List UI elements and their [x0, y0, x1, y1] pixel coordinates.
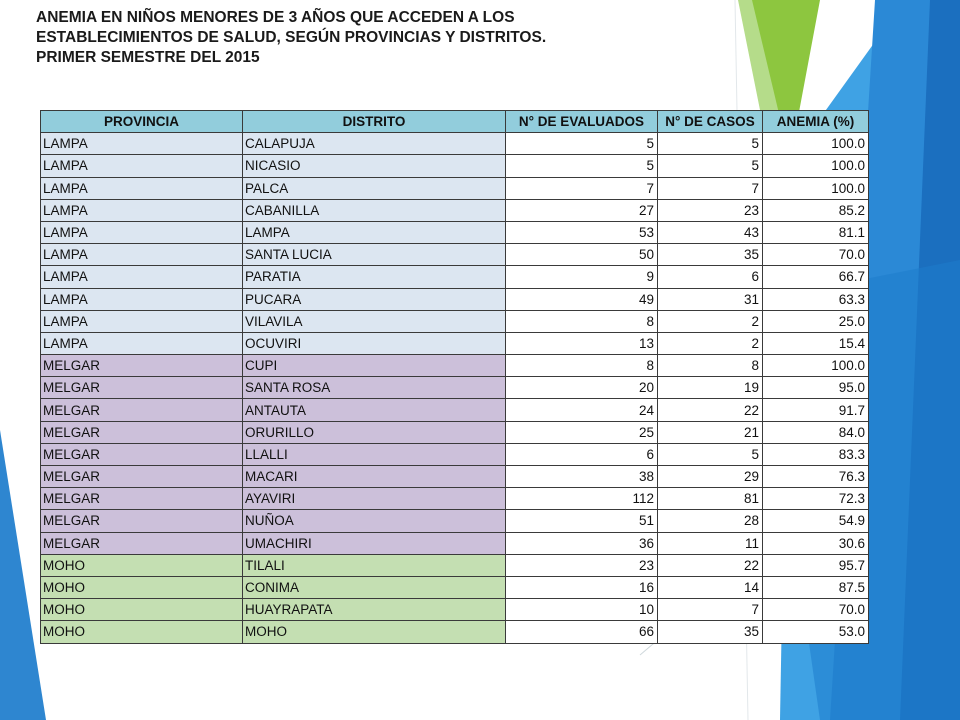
table-row	[41, 599, 869, 621]
distrito-cell: AYAVIRI	[243, 488, 506, 510]
evaluados-cell: 13	[506, 332, 658, 354]
casos-cell: 35	[658, 244, 763, 266]
evaluados-cell: 24	[506, 399, 658, 421]
evaluados-cell: 25	[506, 421, 658, 443]
evaluados-cell: 66	[506, 621, 658, 643]
table-row	[41, 310, 869, 332]
provincia-cell: MELGAR	[41, 355, 243, 377]
casos-cell: 81	[658, 488, 763, 510]
anemia-cell: 100.0	[763, 355, 869, 377]
provincia-cell: MELGAR	[41, 421, 243, 443]
anemia-cell: 54.9	[763, 510, 869, 532]
table-row	[41, 443, 869, 465]
evaluados-cell: 27	[506, 199, 658, 221]
evaluados-cell: 5	[506, 133, 658, 155]
table-row	[41, 155, 869, 177]
header-provincia: PROVINCIA	[41, 111, 243, 133]
header-evaluados: N° DE EVALUADOS	[506, 111, 658, 133]
evaluados-cell: 23	[506, 554, 658, 576]
distrito-cell: SANTA LUCIA	[243, 244, 506, 266]
distrito-cell: UMACHIRI	[243, 532, 506, 554]
anemia-cell: 63.3	[763, 288, 869, 310]
anemia-cell: 100.0	[763, 133, 869, 155]
evaluados-cell: 7	[506, 177, 658, 199]
anemia-cell: 95.7	[763, 554, 869, 576]
distrito-cell: NUÑOA	[243, 510, 506, 532]
provincia-cell: LAMPA	[41, 266, 243, 288]
table-body	[41, 133, 869, 643]
distrito-cell: PUCARA	[243, 288, 506, 310]
anemia-cell: 84.0	[763, 421, 869, 443]
evaluados-cell: 53	[506, 221, 658, 243]
provincia-cell: LAMPA	[41, 310, 243, 332]
evaluados-cell: 51	[506, 510, 658, 532]
evaluados-cell: 38	[506, 466, 658, 488]
anemia-cell: 83.3	[763, 443, 869, 465]
casos-cell: 22	[658, 399, 763, 421]
casos-cell: 5	[658, 155, 763, 177]
casos-cell: 23	[658, 199, 763, 221]
anemia-cell: 76.3	[763, 466, 869, 488]
provincia-cell: MELGAR	[41, 377, 243, 399]
anemia-cell: 95.0	[763, 377, 869, 399]
distrito-cell: CABANILLA	[243, 199, 506, 221]
evaluados-cell: 10	[506, 599, 658, 621]
table-row	[41, 576, 869, 598]
provincia-cell: LAMPA	[41, 133, 243, 155]
provincia-cell: LAMPA	[41, 199, 243, 221]
provincia-cell: MELGAR	[41, 399, 243, 421]
provincia-cell: MELGAR	[41, 443, 243, 465]
evaluados-cell: 20	[506, 377, 658, 399]
anemia-cell: 25.0	[763, 310, 869, 332]
evaluados-cell: 112	[506, 488, 658, 510]
anemia-cell: 70.0	[763, 599, 869, 621]
table-row	[41, 332, 869, 354]
anemia-cell: 85.2	[763, 199, 869, 221]
distrito-cell: OCUVIRI	[243, 332, 506, 354]
casos-cell: 11	[658, 532, 763, 554]
anemia-cell: 91.7	[763, 399, 869, 421]
distrito-cell: CONIMA	[243, 576, 506, 598]
table-row	[41, 421, 869, 443]
distrito-cell: CALAPUJA	[243, 133, 506, 155]
provincia-cell: MOHO	[41, 576, 243, 598]
distrito-cell: MACARI	[243, 466, 506, 488]
table-row	[41, 355, 869, 377]
distrito-cell: MOHO	[243, 621, 506, 643]
casos-cell: 28	[658, 510, 763, 532]
evaluados-cell: 5	[506, 155, 658, 177]
casos-cell: 7	[658, 599, 763, 621]
evaluados-cell: 8	[506, 310, 658, 332]
anemia-cell: 72.3	[763, 488, 869, 510]
evaluados-cell: 50	[506, 244, 658, 266]
anemia-data-table	[40, 110, 869, 644]
evaluados-cell: 36	[506, 532, 658, 554]
distrito-cell: VILAVILA	[243, 310, 506, 332]
casos-cell: 5	[658, 443, 763, 465]
provincia-cell: LAMPA	[41, 177, 243, 199]
provincia-cell: LAMPA	[41, 155, 243, 177]
table-row	[41, 554, 869, 576]
casos-cell: 43	[658, 221, 763, 243]
provincia-cell: MOHO	[41, 599, 243, 621]
distrito-cell: ORURILLO	[243, 421, 506, 443]
table-row	[41, 288, 869, 310]
casos-cell: 14	[658, 576, 763, 598]
casos-cell: 29	[658, 466, 763, 488]
anemia-cell: 30.6	[763, 532, 869, 554]
table-row	[41, 221, 869, 243]
casos-cell: 31	[658, 288, 763, 310]
table-row	[41, 621, 869, 643]
casos-cell: 19	[658, 377, 763, 399]
table-row	[41, 377, 869, 399]
casos-cell: 22	[658, 554, 763, 576]
anemia-cell: 100.0	[763, 155, 869, 177]
table-row	[41, 510, 869, 532]
distrito-cell: CUPI	[243, 355, 506, 377]
evaluados-cell: 49	[506, 288, 658, 310]
casos-cell: 5	[658, 133, 763, 155]
casos-cell: 6	[658, 266, 763, 288]
casos-cell: 2	[658, 310, 763, 332]
table-header-row	[41, 111, 869, 133]
anemia-cell: 100.0	[763, 177, 869, 199]
anemia-cell: 15.4	[763, 332, 869, 354]
slide-title	[36, 8, 716, 68]
title-line-1: ANEMIA EN NIÑOS MENORES DE 3 AÑOS QUE ACCEDEN A LOS	[36, 9, 515, 26]
provincia-cell: MELGAR	[41, 488, 243, 510]
distrito-cell: ANTAUTA	[243, 399, 506, 421]
distrito-cell: LAMPA	[243, 221, 506, 243]
provincia-cell: LAMPA	[41, 332, 243, 354]
casos-cell: 8	[658, 355, 763, 377]
provincia-cell: MELGAR	[41, 466, 243, 488]
provincia-cell: LAMPA	[41, 288, 243, 310]
anemia-cell: 87.5	[763, 576, 869, 598]
table-row	[41, 399, 869, 421]
header-anemia: ANEMIA (%)	[763, 111, 869, 133]
distrito-cell: LLALLI	[243, 443, 506, 465]
provincia-cell: MOHO	[41, 621, 243, 643]
evaluados-cell: 16	[506, 576, 658, 598]
anemia-cell: 81.1	[763, 221, 869, 243]
distrito-cell: PALCA	[243, 177, 506, 199]
table-row	[41, 199, 869, 221]
header-distrito: DISTRITO	[243, 111, 506, 133]
casos-cell: 35	[658, 621, 763, 643]
anemia-cell: 53.0	[763, 621, 869, 643]
provincia-cell: MOHO	[41, 554, 243, 576]
distrito-cell: TILALI	[243, 554, 506, 576]
title-line-2: ESTABLECIMIENTOS DE SALUD, SEGÚN PROVINCIAS Y DISTRITOS.	[36, 29, 547, 46]
table-row	[41, 177, 869, 199]
anemia-cell: 70.0	[763, 244, 869, 266]
casos-cell: 2	[658, 332, 763, 354]
provincia-cell: MELGAR	[41, 532, 243, 554]
distrito-cell: PARATIA	[243, 266, 506, 288]
casos-cell: 7	[658, 177, 763, 199]
table-row	[41, 488, 869, 510]
title-line-3: PRIMER SEMESTRE DEL 2015	[36, 49, 260, 66]
casos-cell: 21	[658, 421, 763, 443]
evaluados-cell: 6	[506, 443, 658, 465]
anemia-cell: 66.7	[763, 266, 869, 288]
header-casos: N° DE CASOS	[658, 111, 763, 133]
distrito-cell: SANTA ROSA	[243, 377, 506, 399]
provincia-cell: LAMPA	[41, 221, 243, 243]
distrito-cell: HUAYRAPATA	[243, 599, 506, 621]
evaluados-cell: 8	[506, 355, 658, 377]
table-row	[41, 244, 869, 266]
provincia-cell: LAMPA	[41, 244, 243, 266]
table-row	[41, 133, 869, 155]
table-row	[41, 466, 869, 488]
provincia-cell: MELGAR	[41, 510, 243, 532]
evaluados-cell: 9	[506, 266, 658, 288]
table-row	[41, 532, 869, 554]
distrito-cell: NICASIO	[243, 155, 506, 177]
table-row	[41, 266, 869, 288]
